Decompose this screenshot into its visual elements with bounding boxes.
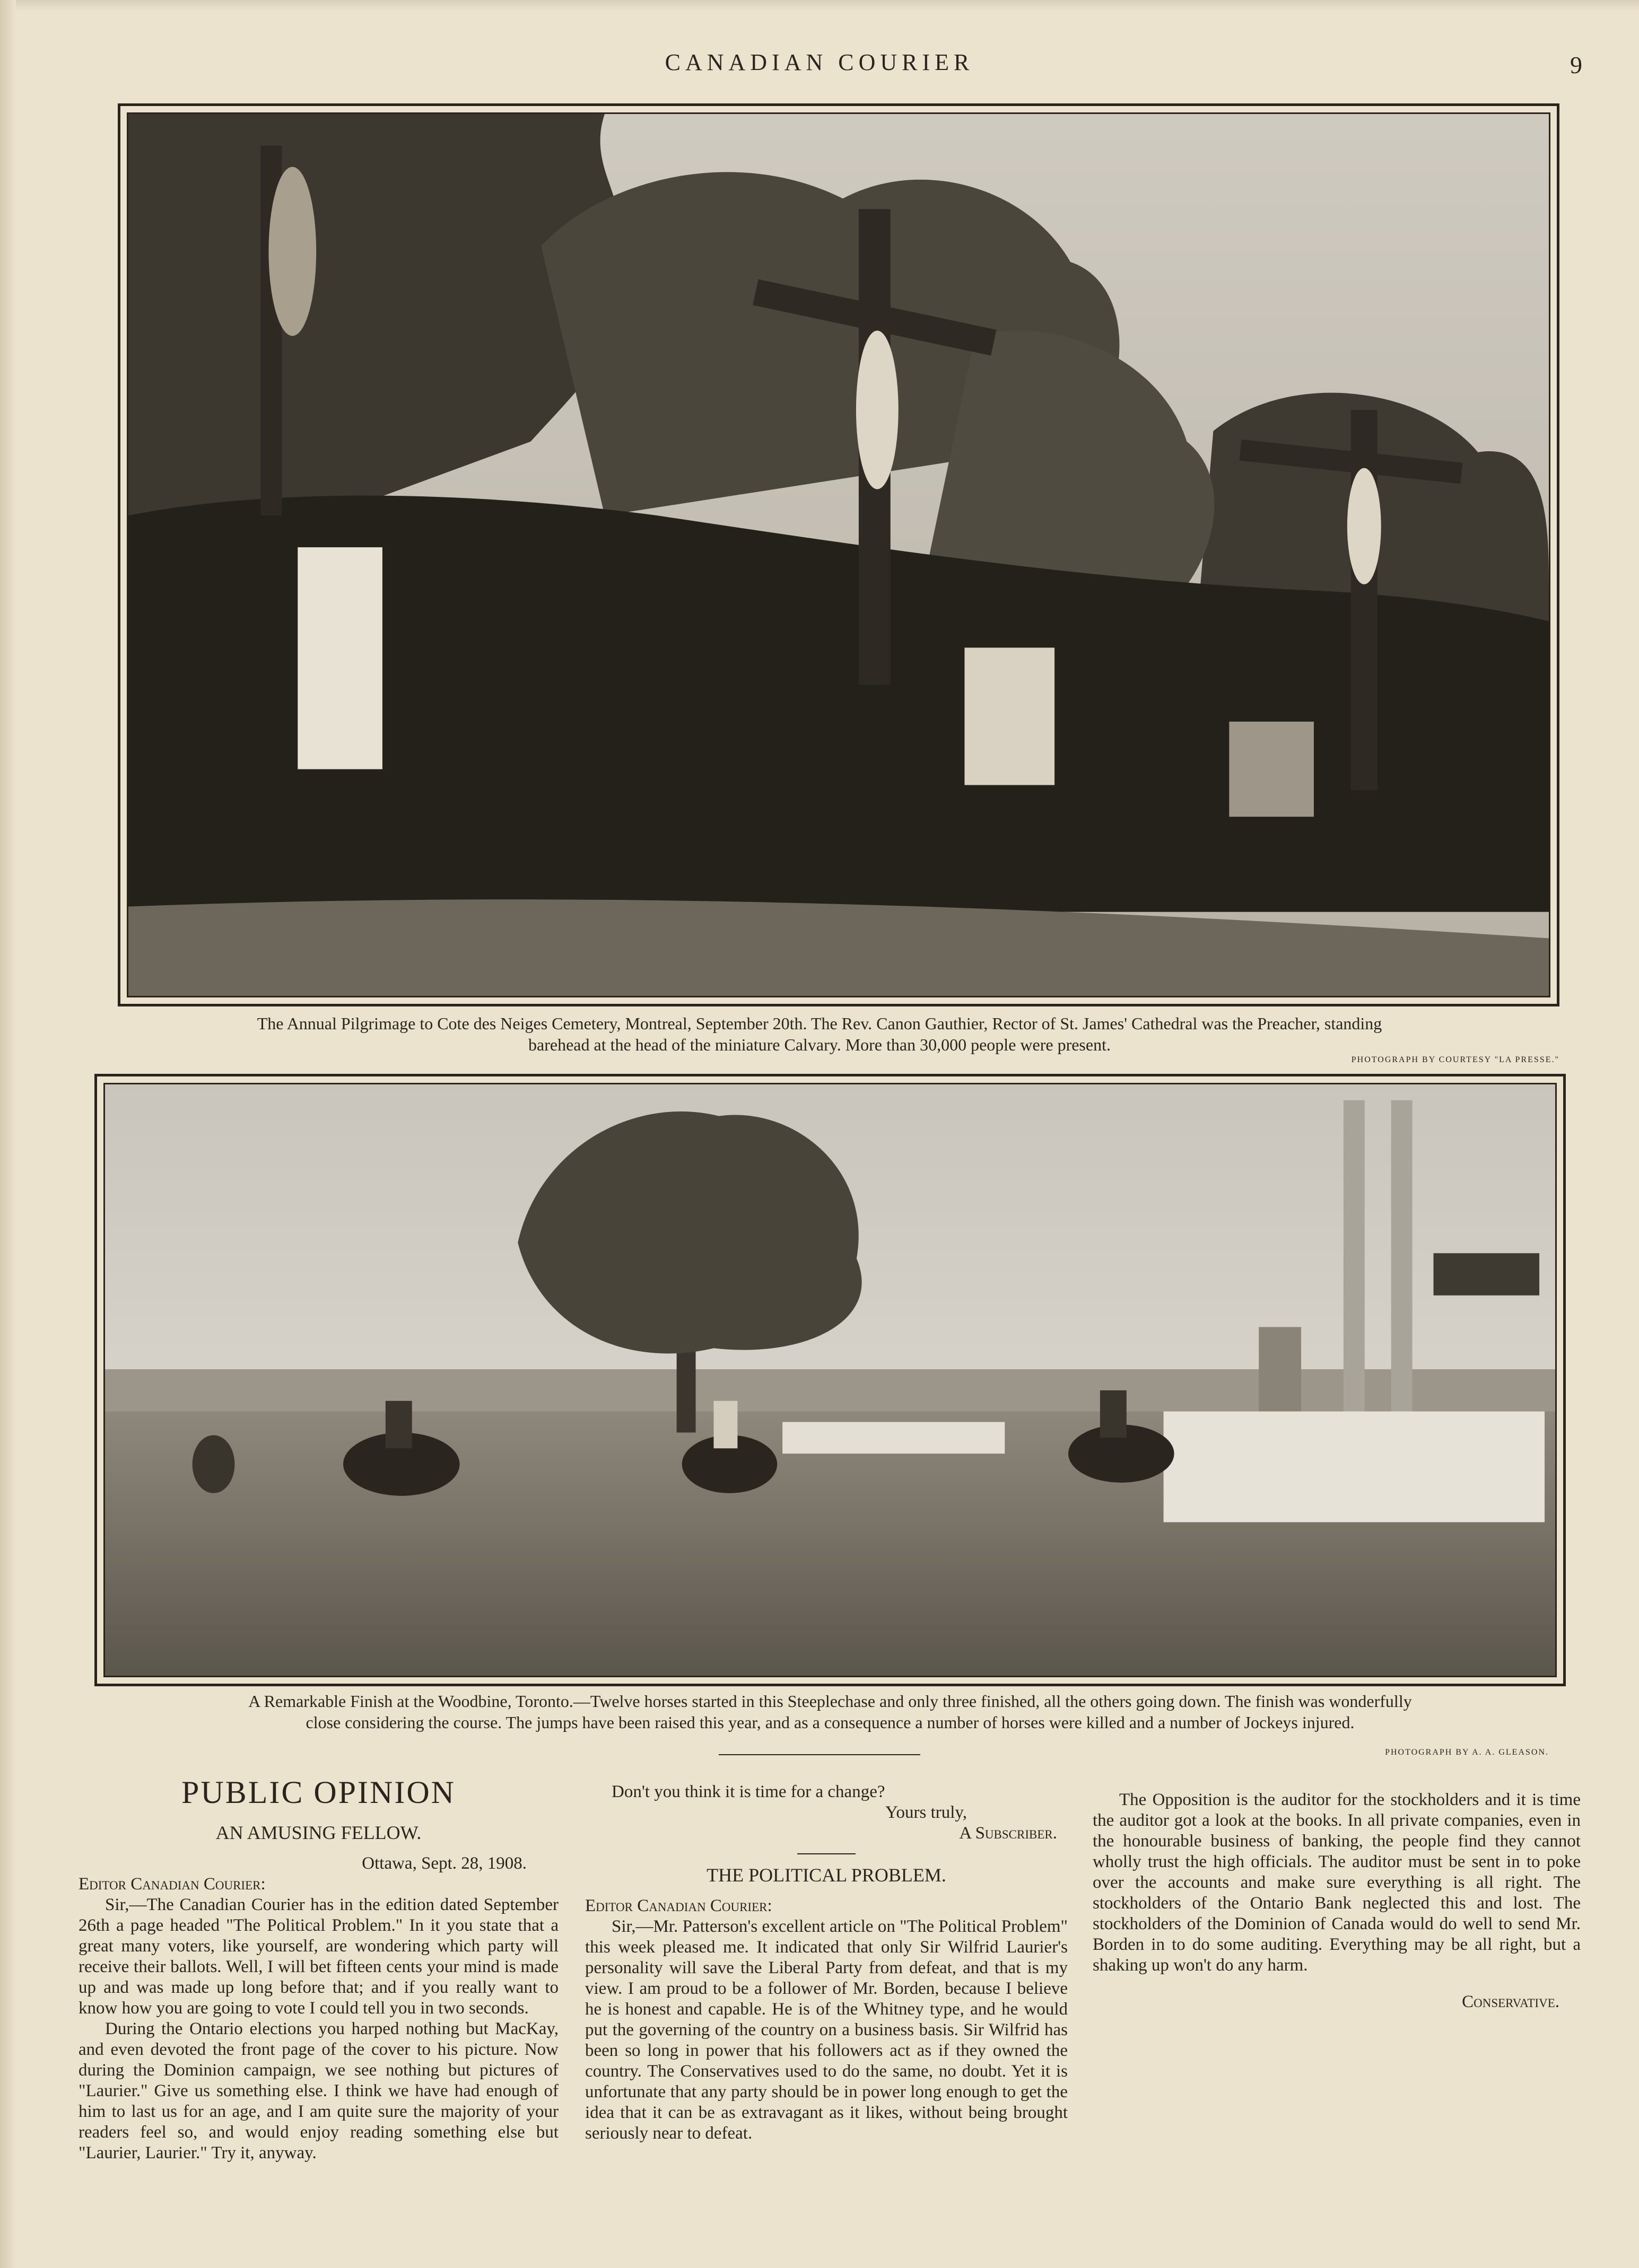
column-1 <box>79 1774 559 2164</box>
steeplechase-caption-line2: close considering the course. The jumps have been raised this year, and as a consequence a number of horses were killed and a number of Jockeys injured. <box>306 1713 1355 1732</box>
letter1-dateline: Ottawa, Sept. 28, 1908. <box>362 1854 527 1873</box>
column-3 <box>1093 1790 1581 2012</box>
letter2-signature: Conservative. <box>1462 1992 1559 2011</box>
steeplechase-photo-credit: PHOTOGRAPH BY A. A. GLEASON. <box>1385 1748 1549 1757</box>
steeplechase-photo <box>103 1083 1557 1677</box>
pilgrimage-caption-line2: barehead at the head of the miniature Calvary. More than 30,000 people were present. <box>528 1035 1111 1054</box>
pilgrimage-photo <box>127 112 1550 997</box>
page-left-edge <box>0 0 16 2268</box>
pilgrimage-photo-frame <box>118 103 1559 1006</box>
pilgrimage-caption <box>74 1013 1565 1055</box>
letter1-salutation: Editor Canadian Courier: <box>79 1875 266 1894</box>
letter2-paragraph-2: The Opposition is the auditor for the stockholders and it is time the auditor got a look at the books. In all private companies, even in the honourable business of banking, the people find they cannot wholly trust the high officials. The auditor must be sent in to poke over the accounts and make sure everything is all right. The stockholders of the Ontario Bank neglected this and lost. The stockholders of the Dominion of Canada would do well to send Mr. Borden in to do some auditing. Everything may be all right, but a shaking up won't do any harm. <box>1093 1790 1581 1975</box>
steeplechase-caption <box>80 1691 1581 1733</box>
pilgrimage-photo-credit: PHOTOGRAPH BY COURTESY "LA PRESSE." <box>1351 1055 1559 1064</box>
section-title: PUBLIC OPINION <box>181 1775 456 1810</box>
steeplechase-caption-line1: A Remarkable Finish at the Woodbine, Toronto.—Twelve horses started in this Steeplechase and only three finished, all the others going down. The finish was wonderfully <box>248 1692 1412 1711</box>
caption-divider-rule <box>719 1754 920 1755</box>
letter-divider <box>797 1853 856 1854</box>
letter1-signature: A Subscriber. <box>959 1824 1057 1843</box>
letter1-title: AN AMUSING FELLOW. <box>215 1822 422 1843</box>
letter1-paragraph-3: Don't you think it is time for a change? <box>612 1782 885 1801</box>
running-head: CANADIAN COURIER <box>665 49 974 75</box>
page-top-edge <box>0 0 1639 12</box>
steeplechase-scene-image <box>105 1084 1555 1676</box>
column-2 <box>585 1782 1068 2144</box>
letter1-paragraph-1: Sir,—The Canadian Courier has in the edition dated September 26th a page headed "The Political Problem." In it you state that a great many voters, like yourself, are wondering which party will receive their ballots. Well, I will bet fifteen cents your mind is made up and was made up long before that; and if you really want to know how you are going to vote I could tell you in two seconds. <box>79 1895 559 2018</box>
calvary-scene-image <box>128 114 1549 996</box>
letter1-closing: Yours truly, <box>885 1803 967 1822</box>
pilgrimage-caption-line1: The Annual Pilgrimage to Cote des Neiges Cemetery, Montreal, September 20th. The Rev. Canon Gauthier, Rector of St. James' Cathedral was the Preacher, standing <box>257 1014 1382 1033</box>
steeplechase-photo-frame <box>94 1074 1566 1686</box>
letter2-paragraph-1: Sir,—Mr. Patterson's excellent article on "The Political Problem" this week pleased me. It indicated that only Sir Wilfrid Laurier's personality will save the Liberal Party from defeat, and that is my view. I am proud to be a follower of Mr. Borden, because I believe he is honest and capable. He is of the Whitney type, and he would put the governing of the country on a business basis. Sir Wilfrid has been so long in power that his followers act as if they owned the country. The Conservatives used to do the same, no doubt. Yet it is unfortunate that any party should be in power long enough to get the idea that it can be as extravagant as it likes, without being brought seriously near to defeat. <box>585 1917 1068 2143</box>
letter2-title: THE POLITICAL PROBLEM. <box>707 1864 946 1886</box>
letter2-salutation: Editor Canadian Courier: <box>585 1896 772 1915</box>
letter1-paragraph-2: During the Ontario elections you harped nothing but MacKay, and even devoted the front page of the cover to his picture. Now during the Dominion campaign, we see nothing but pictures of "Laurier." Give us something else. I think we have had enough of him to last us for an age, and I am quite sure the majority of your readers feel so, and would enjoy reading something else but "Laurier, Laurier." Try it, anyway. <box>79 2019 559 2162</box>
page-number: 9 <box>1570 51 1582 78</box>
